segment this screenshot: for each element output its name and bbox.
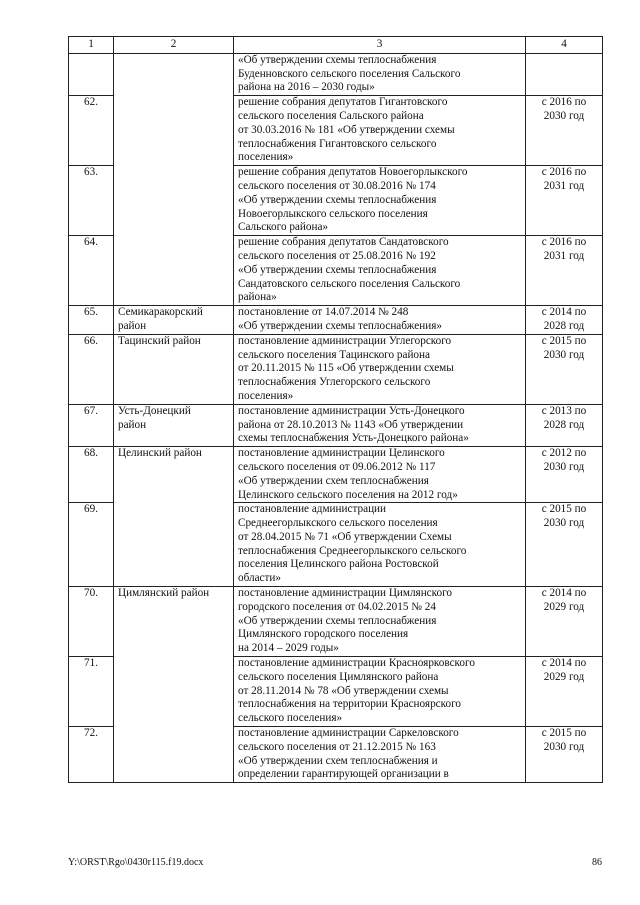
row-number: 71. <box>69 657 114 727</box>
row-number: 69. <box>69 503 114 587</box>
district-name: Семикаракорский район <box>114 306 234 335</box>
validity-period: с 2015 по 2030 год <box>526 727 603 783</box>
validity-period: с 2016 по 2031 год <box>526 166 603 236</box>
table-row <box>69 587 603 657</box>
validity-period: с 2015 по 2030 год <box>526 503 603 587</box>
district-name <box>114 53 234 305</box>
column-number-header: 1 <box>69 37 114 54</box>
table-row <box>69 404 603 446</box>
row-number: 72. <box>69 727 114 783</box>
page-number: 86 <box>592 857 602 868</box>
row-number: 65. <box>69 306 114 335</box>
document-text: постановление от 14.07.2014 № 248 «Об утверждении схемы теплоснабжения» <box>234 306 526 335</box>
document-text: «Об утверждении схемы теплоснабжения Буденновского сельского поселения Сальского района на 2016 – 2030 годы» <box>234 53 526 95</box>
document-text: постановление администрации Углегорского сельского поселения Тацинского района от 20.11.2015 № 115 «Об утверждении схемы теплоснабжения Углегорского сельского поселения» <box>234 334 526 404</box>
table-row <box>69 306 603 335</box>
table-row <box>69 447 603 503</box>
district-name: Усть-Донецкий район <box>114 404 234 446</box>
document-text: постановление администрации Целинского сельского поселения от 09.06.2012 № 117 «Об утверждении схем теплоснабжения Целинского сельского поселения на 2012 год» <box>234 447 526 503</box>
row-number: 63. <box>69 166 114 236</box>
validity-period: с 2012 по 2030 год <box>526 447 603 503</box>
row-number: 64. <box>69 236 114 306</box>
validity-period: с 2014 по 2029 год <box>526 657 603 727</box>
footer-file-path: Y:\ORST\Rgo\0430r115.f19.docx <box>68 857 204 868</box>
validity-period: с 2014 по 2028 год <box>526 306 603 335</box>
document-text: решение собрания депутатов Сандатовского сельского поселения от 25.08.2016 № 192 «Об утверждении схемы теплоснабжения Сандатовского сельского поселения Сальского района» <box>234 236 526 306</box>
validity-period: с 2016 по 2031 год <box>526 236 603 306</box>
district-name: Тацинский район <box>114 334 234 404</box>
document-text: постановление администрации Красноярковского сельского поселения Цимлянского района от 28.11.2014 № 78 «Об утверждении схемы теплоснабжения на территории Красноярского сельского поселения» <box>234 657 526 727</box>
document-text: постановление администрации Усть-Донецкого района от 28.10.2013 № 1143 «Об утверждении схемы теплоснабжения Усть-Донецкого района» <box>234 404 526 446</box>
validity-period: с 2013 по 2028 год <box>526 404 603 446</box>
row-number: 68. <box>69 447 114 503</box>
row-number: 62. <box>69 96 114 166</box>
column-period-header: 4 <box>526 37 603 54</box>
document-text: постановление администрации Саркеловского сельского поселения от 21.12.2015 № 163 «Об утверждении схем теплоснабжения и определении гарантирующей организации в <box>234 727 526 783</box>
district-name: Целинский район <box>114 447 234 587</box>
row-number: 66. <box>69 334 114 404</box>
validity-period: с 2015 по 2030 год <box>526 334 603 404</box>
validity-period: с 2014 по 2029 год <box>526 587 603 657</box>
table-header-row <box>69 37 603 54</box>
table-row <box>69 334 603 404</box>
row-number <box>69 53 114 95</box>
document-text: решение собрания депутатов Новоегорлыкского сельского поселения от 30.08.2016 № 174 «Об утверждении схемы теплоснабжения Новоегорлыкского сельского поселения Сальского района» <box>234 166 526 236</box>
document-text: решение собрания депутатов Гигантовского сельского поселения Сальского района от 30.03.2016 № 181 «Об утверждении схемы теплоснабжения Гигантовского сельского поселения» <box>234 96 526 166</box>
district-name: Цимлянский район <box>114 587 234 783</box>
validity-period: с 2016 по 2030 год <box>526 96 603 166</box>
column-document-header: 3 <box>234 37 526 54</box>
document-text: постановление администрации Среднеегорлыкского сельского поселения от 28.04.2015 № 71 «Об утверждении Схемы теплоснабжения Среднеегорлыкского сельского поселения Целинского района Ростовской области» <box>234 503 526 587</box>
document-text: постановление администрации Цимлянского городского поселения от 04.02.2015 № 24 «Об утверждении схемы теплоснабжения Цимлянского городского поселения на 2014 – 2029 годы» <box>234 587 526 657</box>
heat-supply-schemes-table <box>68 36 603 783</box>
row-number: 67. <box>69 404 114 446</box>
validity-period <box>526 53 603 95</box>
row-number: 70. <box>69 587 114 657</box>
column-district-header: 2 <box>114 37 234 54</box>
table-row <box>69 53 603 95</box>
